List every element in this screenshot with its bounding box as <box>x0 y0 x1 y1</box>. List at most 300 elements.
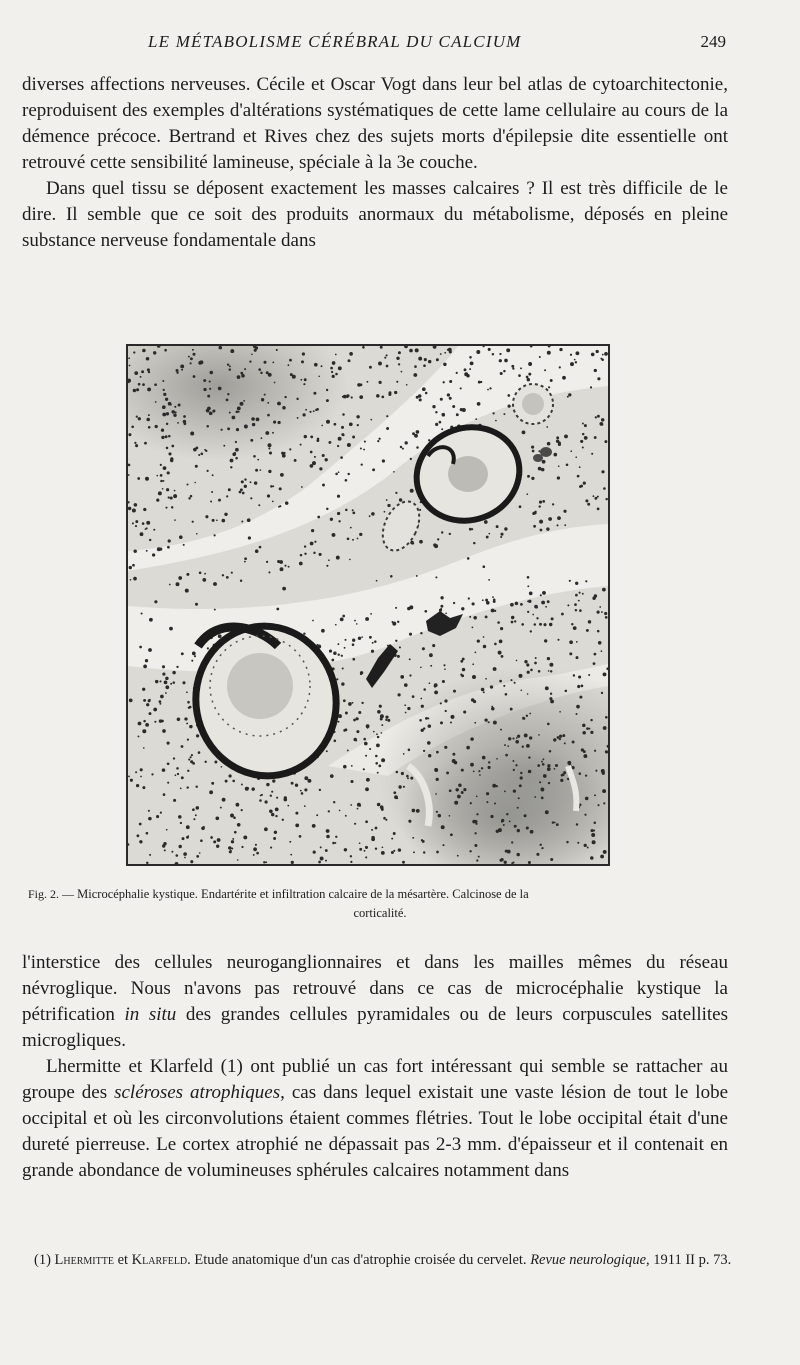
cell-nucleus <box>179 535 183 539</box>
cell-nucleus <box>195 814 197 816</box>
cell-nucleus <box>177 422 179 424</box>
cell-nucleus <box>296 398 298 400</box>
cell-nucleus <box>295 784 298 787</box>
cell-nucleus <box>134 371 138 375</box>
cell-nucleus <box>209 790 213 794</box>
cell-nucleus <box>142 349 146 353</box>
cell-nucleus <box>173 757 175 759</box>
cell-nucleus <box>312 620 314 622</box>
cell-nucleus <box>301 486 303 488</box>
cell-nucleus <box>344 848 347 851</box>
cell-nucleus <box>163 793 166 796</box>
cell-nucleus <box>194 655 196 657</box>
cell-nucleus <box>251 353 253 355</box>
cell-nucleus <box>475 820 478 823</box>
cell-nucleus <box>140 376 142 378</box>
cell-nucleus <box>143 665 147 669</box>
cell-nucleus <box>544 639 547 642</box>
cell-nucleus <box>318 376 320 378</box>
cell-nucleus <box>128 357 130 359</box>
cell-nucleus <box>462 668 465 671</box>
cell-nucleus <box>184 857 186 859</box>
cell-nucleus <box>602 789 606 793</box>
cell-nucleus <box>497 621 500 624</box>
cell-nucleus <box>230 814 234 818</box>
cell-nucleus <box>455 788 458 791</box>
cell-nucleus <box>409 674 411 676</box>
cell-nucleus <box>516 660 518 662</box>
cell-nucleus <box>526 826 529 829</box>
cell-nucleus <box>604 612 607 615</box>
cell-nucleus <box>180 364 184 368</box>
cell-nucleus <box>231 848 233 850</box>
cell-nucleus <box>350 855 352 857</box>
cell-nucleus <box>142 522 145 525</box>
cell-nucleus <box>430 665 432 667</box>
cell-nucleus <box>460 660 463 663</box>
cell-nucleus <box>450 721 452 723</box>
cell-nucleus <box>151 773 153 775</box>
cell-nucleus <box>438 814 442 818</box>
cell-nucleus <box>512 760 514 762</box>
cell-nucleus <box>264 827 268 831</box>
cell-nucleus <box>193 375 196 378</box>
cell-nucleus <box>460 387 462 389</box>
cell-nucleus <box>562 773 565 776</box>
cell-nucleus <box>158 491 162 495</box>
cell-nucleus <box>445 710 447 712</box>
cell-nucleus <box>485 615 488 618</box>
cell-nucleus <box>244 485 247 488</box>
cell-nucleus <box>490 685 493 688</box>
cell-nucleus <box>549 697 552 700</box>
cell-nucleus <box>535 511 537 513</box>
cell-nucleus <box>473 616 477 620</box>
cell-nucleus <box>528 756 530 758</box>
cell-nucleus <box>321 629 325 633</box>
cell-nucleus <box>500 372 503 375</box>
cell-nucleus <box>535 657 537 659</box>
cell-nucleus <box>268 470 271 473</box>
cell-nucleus <box>576 641 578 643</box>
cell-nucleus <box>352 643 355 646</box>
cell-nucleus <box>594 821 597 824</box>
cell-nucleus <box>510 603 514 607</box>
cell-nucleus <box>566 464 569 467</box>
cell-nucleus <box>186 786 188 788</box>
cell-nucleus <box>567 396 569 398</box>
cell-nucleus <box>481 688 485 692</box>
cell-nucleus <box>282 454 286 458</box>
cell-nucleus <box>547 767 551 771</box>
cell-nucleus <box>474 722 476 724</box>
cell-nucleus <box>338 471 340 473</box>
cell-nucleus <box>173 681 176 684</box>
cell-nucleus <box>564 524 566 526</box>
cell-nucleus <box>602 588 606 592</box>
cell-nucleus <box>229 365 231 367</box>
cell-nucleus <box>230 466 232 468</box>
cell-nucleus <box>528 362 532 366</box>
cell-nucleus <box>162 488 164 490</box>
text-run: des grandes cellules pyramidales ou de leurs corpuscules satellites microgliques. <box>22 1004 728 1051</box>
caption-text-continued: corticalité. <box>353 906 407 920</box>
cell-nucleus <box>491 609 495 613</box>
cell-nucleus <box>424 610 427 613</box>
cell-nucleus <box>437 538 439 540</box>
cell-nucleus <box>603 487 606 490</box>
cell-nucleus <box>380 714 384 718</box>
cell-nucleus <box>134 503 138 507</box>
cell-nucleus <box>349 352 353 356</box>
cell-nucleus <box>384 357 386 359</box>
cell-nucleus <box>514 682 516 684</box>
cell-nucleus <box>156 499 159 502</box>
cell-nucleus <box>444 746 447 749</box>
cell-nucleus <box>343 699 346 702</box>
cell-nucleus <box>518 374 521 377</box>
cell-nucleus <box>524 660 527 663</box>
cell-nucleus <box>409 633 412 636</box>
cell-nucleus <box>381 724 383 726</box>
cell-nucleus <box>131 426 134 429</box>
cell-nucleus <box>581 685 584 688</box>
cell-nucleus <box>440 608 442 610</box>
cell-nucleus <box>272 361 274 363</box>
cell-nucleus <box>494 643 497 646</box>
cell-nucleus <box>210 501 212 503</box>
cell-nucleus <box>474 832 476 834</box>
cell-nucleus <box>565 690 568 693</box>
cell-nucleus <box>188 759 190 761</box>
cell-nucleus <box>297 417 299 419</box>
cell-nucleus <box>564 434 568 438</box>
cell-nucleus <box>498 828 502 832</box>
cell-nucleus <box>352 539 354 541</box>
cell-nucleus <box>203 379 206 382</box>
cell-nucleus <box>228 846 231 849</box>
cell-nucleus <box>138 722 142 726</box>
cell-nucleus <box>514 825 517 828</box>
cell-nucleus <box>168 452 171 455</box>
cell-nucleus <box>188 356 190 358</box>
cell-nucleus <box>177 773 179 775</box>
cell-nucleus <box>605 616 608 619</box>
cell-nucleus <box>146 418 150 422</box>
cell-nucleus <box>440 353 442 355</box>
cell-nucleus <box>241 846 243 848</box>
cell-nucleus <box>314 456 316 458</box>
cell-nucleus <box>171 445 174 448</box>
cell-nucleus <box>250 439 253 442</box>
cell-nucleus <box>422 387 426 391</box>
cell-nucleus <box>139 840 142 843</box>
cell-nucleus <box>528 373 531 376</box>
cell-nucleus <box>365 846 368 849</box>
cell-nucleus <box>232 416 236 420</box>
cell-nucleus <box>326 399 329 402</box>
cell-nucleus <box>491 706 493 708</box>
cell-nucleus <box>521 623 524 626</box>
cell-nucleus <box>548 670 550 672</box>
cell-nucleus <box>379 705 382 708</box>
cell-nucleus <box>515 764 517 766</box>
cell-nucleus <box>363 768 365 770</box>
cell-nucleus <box>427 741 431 745</box>
cell-nucleus <box>209 380 211 382</box>
cell-nucleus <box>193 353 196 356</box>
cell-nucleus <box>143 699 146 702</box>
cell-nucleus <box>473 771 475 773</box>
cell-nucleus <box>590 719 592 721</box>
cell-nucleus <box>352 512 355 515</box>
cell-nucleus <box>412 432 415 435</box>
cell-nucleus <box>338 437 342 441</box>
cell-nucleus <box>244 368 246 370</box>
cell-nucleus <box>599 422 603 426</box>
cell-nucleus <box>576 713 578 715</box>
cell-nucleus <box>413 851 415 853</box>
cell-nucleus <box>441 428 443 430</box>
cell-nucleus <box>467 557 470 560</box>
cell-nucleus <box>527 378 530 381</box>
cell-nucleus <box>576 823 578 825</box>
cell-nucleus <box>488 766 491 769</box>
running-head <box>0 30 800 56</box>
cell-nucleus <box>168 496 170 498</box>
cell-nucleus <box>539 356 541 358</box>
cell-nucleus <box>348 702 352 706</box>
cell-nucleus <box>257 459 259 461</box>
cell-nucleus <box>586 727 589 730</box>
cell-nucleus <box>362 346 365 349</box>
cell-nucleus <box>289 359 292 362</box>
cell-nucleus <box>492 353 494 355</box>
cell-nucleus <box>391 838 393 840</box>
cell-nucleus <box>192 521 194 523</box>
cell-nucleus <box>243 400 245 402</box>
cell-nucleus <box>156 815 159 818</box>
cell-nucleus <box>186 722 188 724</box>
cell-nucleus <box>360 448 362 450</box>
cell-nucleus <box>443 664 445 666</box>
cell-nucleus <box>593 662 596 665</box>
cell-nucleus <box>539 781 541 783</box>
cell-nucleus <box>542 460 546 464</box>
cell-nucleus <box>164 849 166 851</box>
cell-nucleus <box>155 401 157 403</box>
cell-nucleus <box>267 494 270 497</box>
cell-nucleus <box>153 351 156 354</box>
cell-nucleus <box>165 398 168 401</box>
cell-nucleus <box>597 496 599 498</box>
cell-nucleus <box>590 731 593 734</box>
cell-nucleus <box>282 819 284 821</box>
body-text-top <box>22 72 728 254</box>
cell-nucleus <box>190 495 193 498</box>
cell-nucleus <box>505 754 508 757</box>
cell-nucleus <box>237 375 241 379</box>
cell-nucleus <box>557 476 560 479</box>
footnote-citation: , 1911 II p. 73. <box>646 1252 732 1268</box>
cell-nucleus <box>500 533 503 536</box>
cell-nucleus <box>135 444 138 447</box>
cell-nucleus <box>472 663 474 665</box>
cell-nucleus <box>189 706 192 709</box>
cell-nucleus <box>472 675 476 679</box>
cell-nucleus <box>213 840 216 843</box>
cell-nucleus <box>190 362 192 364</box>
cell-nucleus <box>357 538 359 540</box>
cell-nucleus <box>568 393 571 396</box>
cell-nucleus <box>242 492 245 495</box>
cell-nucleus <box>188 497 190 499</box>
cell-nucleus <box>142 729 146 733</box>
cell-nucleus <box>167 742 170 745</box>
cell-nucleus <box>574 603 577 606</box>
cell-nucleus <box>501 819 504 822</box>
cell-nucleus <box>385 716 388 719</box>
cell-nucleus <box>342 667 344 669</box>
cell-nucleus <box>569 652 572 655</box>
cell-nucleus <box>551 617 554 620</box>
cell-nucleus <box>260 372 262 374</box>
cell-nucleus <box>603 850 607 854</box>
cell-nucleus <box>540 844 542 846</box>
cell-nucleus <box>410 489 414 493</box>
cell-nucleus <box>595 416 597 418</box>
cell-nucleus <box>447 393 450 396</box>
cell-nucleus <box>381 732 383 734</box>
cell-nucleus <box>205 761 207 763</box>
cell-nucleus <box>191 754 193 756</box>
cell-nucleus <box>407 607 410 610</box>
cell-nucleus <box>416 809 420 813</box>
cell-nucleus <box>182 837 185 840</box>
cell-nucleus <box>375 755 378 758</box>
cell-nucleus <box>132 564 135 567</box>
cell-nucleus <box>592 840 596 844</box>
cell-nucleus <box>436 778 439 781</box>
cell-nucleus <box>360 673 362 675</box>
cell-nucleus <box>202 578 206 582</box>
cell-nucleus <box>341 682 344 685</box>
cell-nucleus <box>598 641 602 645</box>
cell-nucleus <box>541 468 545 472</box>
cell-nucleus <box>376 580 378 582</box>
cell-nucleus <box>423 364 426 367</box>
cell-nucleus <box>182 681 185 684</box>
cell-nucleus <box>159 700 162 703</box>
cell-nucleus <box>356 730 359 733</box>
cell-nucleus <box>563 510 566 513</box>
cell-nucleus <box>579 609 582 612</box>
cell-nucleus <box>378 438 380 440</box>
cell-nucleus <box>216 845 219 848</box>
cell-nucleus <box>398 363 400 365</box>
cell-nucleus <box>402 861 405 864</box>
cell-nucleus <box>482 599 484 601</box>
cell-nucleus <box>284 396 286 398</box>
cell-nucleus <box>414 365 417 368</box>
cell-nucleus <box>146 832 149 835</box>
cell-nucleus <box>134 442 136 444</box>
cell-nucleus <box>420 667 422 669</box>
cell-nucleus <box>587 503 590 506</box>
cell-nucleus <box>503 413 505 415</box>
cell-nucleus <box>146 521 150 525</box>
cell-nucleus <box>499 359 502 362</box>
cell-nucleus <box>508 405 511 408</box>
cell-nucleus <box>243 835 247 839</box>
cell-nucleus <box>356 415 359 418</box>
cell-nucleus <box>148 371 150 373</box>
cell-nucleus <box>268 571 270 573</box>
cell-nucleus <box>240 372 243 375</box>
cell-nucleus <box>452 405 455 408</box>
cell-nucleus <box>154 600 157 603</box>
cell-nucleus <box>395 640 397 642</box>
cell-nucleus <box>530 669 533 672</box>
cell-nucleus <box>160 464 162 466</box>
cell-nucleus <box>547 442 551 446</box>
cell-nucleus <box>212 409 215 412</box>
cell-nucleus <box>207 470 209 472</box>
cell-nucleus <box>527 585 529 587</box>
cell-nucleus <box>475 652 477 654</box>
cell-nucleus <box>392 621 394 623</box>
cell-nucleus <box>259 799 262 802</box>
cell-nucleus <box>574 359 576 361</box>
cell-nucleus <box>385 719 387 721</box>
cell-nucleus <box>449 815 451 817</box>
cell-nucleus <box>205 515 208 518</box>
cell-nucleus <box>160 480 163 483</box>
cell-nucleus <box>236 803 240 807</box>
cell-nucleus <box>597 508 600 511</box>
cell-nucleus <box>154 721 156 723</box>
cell-nucleus <box>240 488 243 491</box>
page-number: 249 <box>700 32 726 51</box>
cell-nucleus <box>477 639 480 642</box>
cell-nucleus <box>304 776 308 780</box>
cell-nucleus <box>394 391 397 394</box>
cell-nucleus <box>381 758 385 762</box>
cell-nucleus <box>135 771 137 773</box>
cell-nucleus <box>130 579 132 581</box>
cell-nucleus <box>522 717 525 720</box>
cell-nucleus <box>585 580 587 582</box>
cell-nucleus <box>181 745 184 748</box>
cell-nucleus <box>343 729 346 732</box>
cell-nucleus <box>322 454 325 457</box>
italic-term: in situ <box>124 1004 177 1025</box>
cell-nucleus <box>155 425 158 428</box>
cell-nucleus <box>471 698 475 702</box>
cell-nucleus <box>274 831 277 834</box>
cell-nucleus <box>561 613 564 616</box>
cell-nucleus <box>440 721 443 724</box>
cell-nucleus <box>317 438 320 441</box>
cell-nucleus <box>594 750 596 752</box>
cell-nucleus <box>167 762 170 765</box>
cell-nucleus <box>468 597 470 599</box>
cell-nucleus <box>435 793 437 795</box>
cell-nucleus <box>148 699 151 702</box>
cell-nucleus <box>421 839 423 841</box>
cell-nucleus <box>515 602 519 606</box>
cell-nucleus <box>423 851 425 853</box>
